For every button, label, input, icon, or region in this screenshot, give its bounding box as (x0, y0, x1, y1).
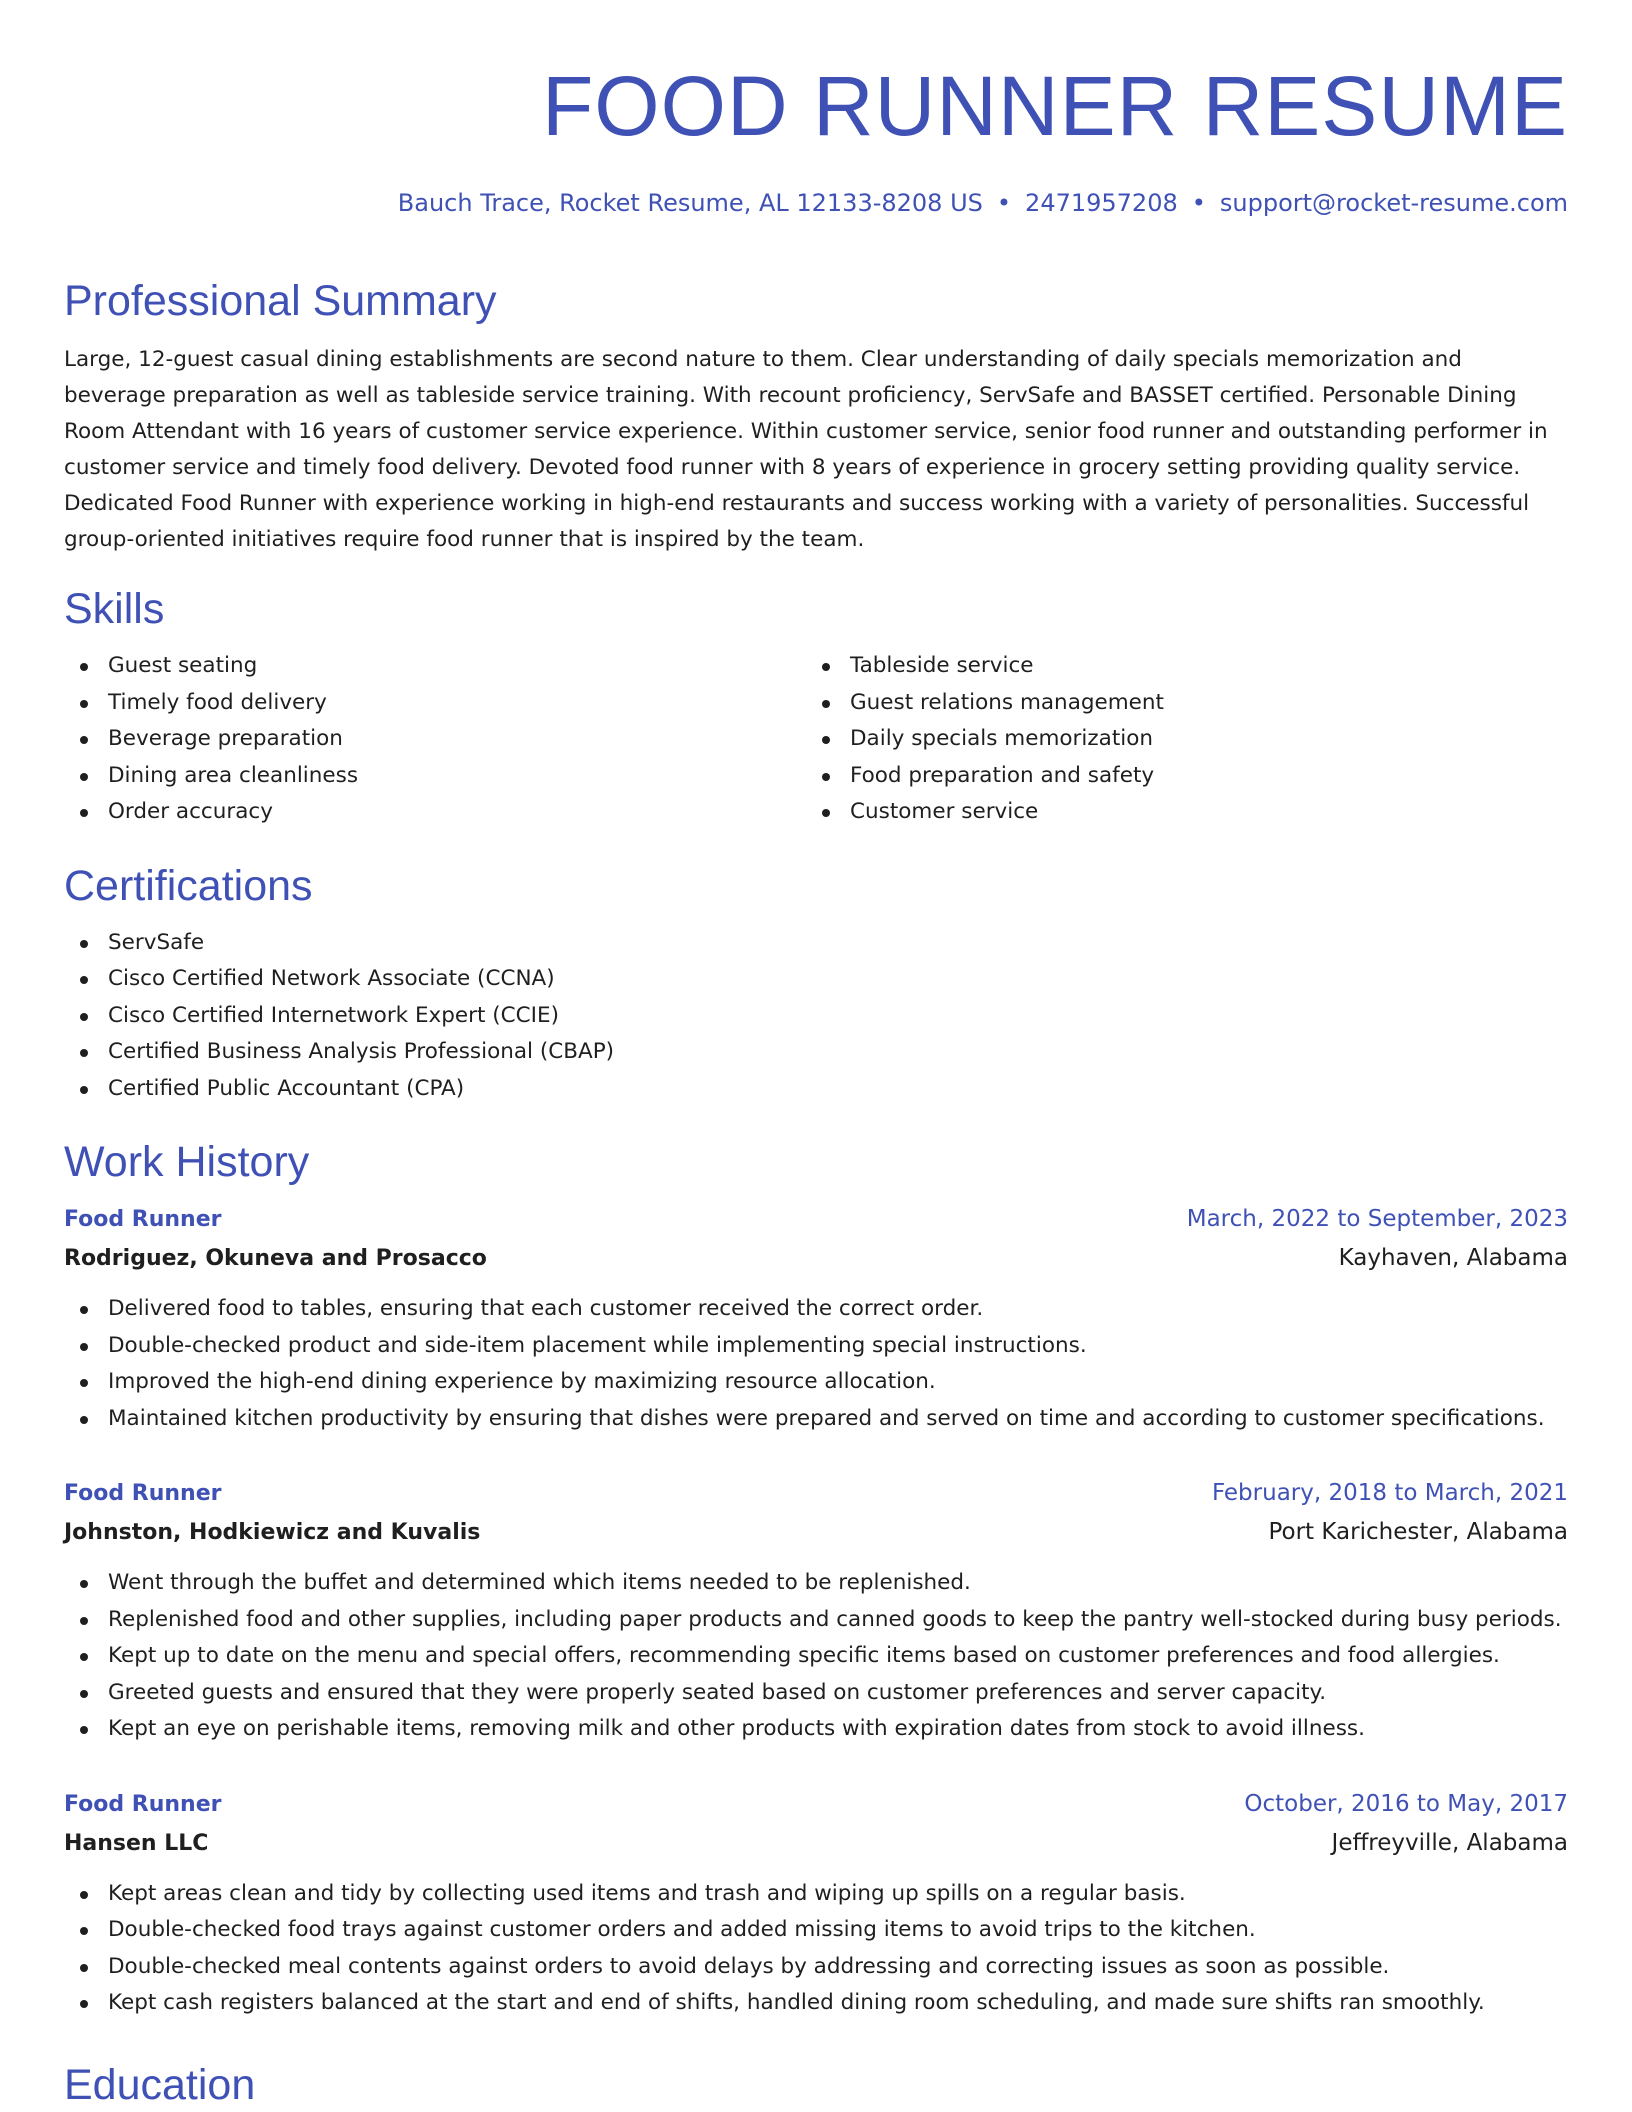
section-heading-work-history: Work History (64, 1138, 310, 1186)
skill-item: Food preparation and safety (806, 758, 1548, 795)
job-bullet: Greeted guests and ensured that they were properly seated based on customer preferences and server capacity. (64, 1675, 1568, 1712)
skills-columns (64, 648, 1568, 831)
summary-text: Large, 12-guest casual dining establishments are second nature to them. Clear understanding of daily specials memorization and beverage preparation as well as tableside service training. With recount proficiency, ServSafe and BASSET certified. Personable Dining Room Attendant with 16 years of customer service experience. Within customer service, senior food runner and outstanding performer in customer service and timely food delivery. Devoted food runner with 8 years of experience in grocery setting providing quality service. Dedicated Food Runner with experience working in high-end restaurants and success working with a variety of personalities. Successful group-oriented initiatives require food runner that is inspired by the team. (64, 347, 1548, 552)
job-bullet: Kept up to date on the menu and special offers, recommending specific items based on customer preferences and food allergies. (64, 1638, 1568, 1675)
job-bullet: Double-checked food trays against customer orders and added missing items to avoid trips to the kitchen. (64, 1912, 1568, 1949)
job-entry (64, 1201, 1568, 1437)
job-entry (64, 1475, 1568, 1748)
job-location: Jeffreyville, Alabama (1331, 1829, 1568, 1856)
job-dates: March, 2022 to September, 2023 (1186, 1206, 1568, 1232)
section-heading-education: Education (64, 2060, 256, 2109)
job-dates: October, 2016 to May, 2017 (1244, 1790, 1568, 1817)
job-bullet: Kept an eye on perishable items, removing milk and other products with expiration dates from stock to avoid illness. (64, 1711, 1568, 1748)
job-title: Food Runner (64, 1791, 222, 1817)
resume-page (64, 0, 1568, 2110)
skill-item: Beverage preparation (64, 721, 806, 758)
job-entry (64, 1786, 1568, 2022)
certification-item: Cisco Certified Network Associate (CCNA) (64, 961, 1568, 998)
job-company-row (64, 1238, 1568, 1279)
skills-list-left (64, 648, 806, 831)
contact-separator: • (1191, 189, 1206, 217)
certification-item: Certified Business Analysis Professional (CBAP) (64, 1034, 1568, 1071)
job-company-row (64, 1512, 1568, 1553)
section-heading-summary: Professional Summary (64, 277, 497, 325)
skill-item: Customer service (806, 794, 1548, 831)
job-bullet: Replenished food and other supplies, including paper products and canned goods to keep the pantry well-stocked during busy periods. (64, 1602, 1568, 1639)
job-bullet: Kept cash registers balanced at the start and end of shifts, handled dining room scheduling, and made sure shifts ran smoothly. (64, 1985, 1568, 2022)
job-bullets (64, 1565, 1568, 1748)
job-bullet: Double-checked product and side-item placement while implementing special instructions. (64, 1328, 1568, 1365)
job-company: Hansen LLC (64, 1830, 209, 1856)
skill-item: Tableside service (806, 648, 1548, 685)
skill-item: Timely food delivery (64, 685, 806, 722)
job-company: Johnston, Hodkiewicz and Kuvalis (64, 1520, 481, 1545)
job-location: Kayhaven, Alabama (1338, 1245, 1568, 1271)
job-header-row (64, 1786, 1568, 1823)
job-bullet: Delivered food to tables, ensuring that each customer received the correct order. (64, 1291, 1568, 1328)
skill-item: Order accuracy (64, 794, 806, 831)
job-header-row (64, 1201, 1568, 1238)
certification-item: Cisco Certified Internetwork Expert (CCIE) (64, 998, 1568, 1035)
skill-item: Daily specials memorization (806, 721, 1548, 758)
job-title: Food Runner (64, 1481, 222, 1506)
job-location: Port Karichester, Alabama (1268, 1519, 1568, 1545)
contact-separator: • (996, 189, 1012, 217)
job-bullet: Went through the buffet and determined which items needed to be replenished. (64, 1565, 1568, 1602)
job-dates: February, 2018 to March, 2021 (1211, 1480, 1568, 1506)
certification-item: Certified Public Accountant (CPA) (64, 1071, 1568, 1108)
contact-email: support@rocket-resume.com (1219, 189, 1568, 217)
job-company: Rodriguez, Okuneva and Prosacco (64, 1246, 487, 1271)
certification-item: ServSafe (64, 925, 1568, 962)
section-heading-certifications: Certifications (64, 861, 313, 910)
job-header-row (64, 1475, 1568, 1512)
job-title: Food Runner (64, 1207, 222, 1232)
skill-item: Guest seating (64, 648, 806, 685)
job-bullet: Double-checked meal contents against orders to avoid delays by addressing and correcting issues as soon as possible. (64, 1949, 1568, 1986)
contact-address: Bauch Trace, Rocket Resume, AL 12133-8208 US (397, 189, 983, 217)
contact-line (64, 188, 1568, 218)
certifications-list (64, 925, 1568, 1108)
skills-list-right (806, 648, 1548, 831)
job-bullet: Maintained kitchen productivity by ensuring that dishes were prepared and served on time and according to customer specifications. (64, 1401, 1568, 1438)
job-bullet: Kept areas clean and tidy by collecting used items and trash and wiping up spills on a regular basis. (64, 1876, 1568, 1913)
job-bullets (64, 1876, 1568, 2022)
job-bullets (64, 1291, 1568, 1437)
section-heading-skills: Skills (64, 585, 165, 633)
resume-title: FOOD RUNNER RESUME (541, 59, 1568, 153)
job-company-row (64, 1823, 1568, 1864)
skill-item: Dining area cleanliness (64, 758, 806, 795)
job-bullet: Improved the high-end dining experience by maximizing resource allocation. (64, 1364, 1568, 1401)
skill-item: Guest relations management (806, 685, 1548, 722)
contact-phone: 2471957208 (1025, 189, 1178, 217)
